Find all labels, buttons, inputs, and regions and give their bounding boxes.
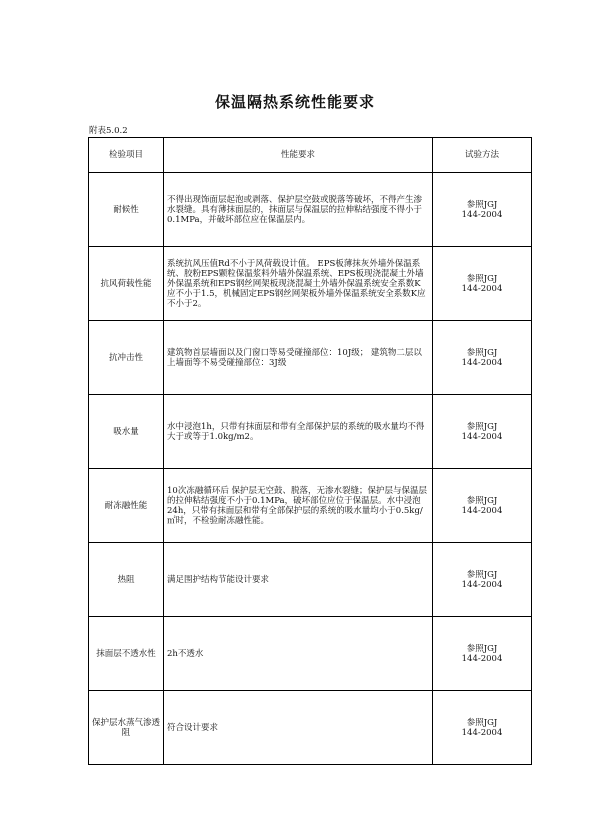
requirement-cell: 满足围护结构节能设计要求 [164, 543, 433, 617]
test-item-cell: 耐冻融性能 [89, 469, 164, 543]
method-standard-number: 144-2004 [461, 653, 503, 664]
method-standard-number: 144-2004 [461, 283, 503, 294]
method-standard-number: 144-2004 [461, 209, 503, 220]
test-item-cell: 吸水量 [89, 395, 164, 469]
method-standard-number: 144-2004 [461, 431, 503, 442]
table-row [89, 617, 532, 691]
test-method-cell [433, 173, 532, 247]
method-standard: 参照JGJ [466, 347, 498, 358]
test-item-cell: 热阻 [89, 543, 164, 617]
table-row [89, 691, 532, 765]
requirement-cell: 10次冻融循环后 保护层无空鼓、脱落，无渗水裂缝；保护层与保温层的拉伸粘结强度不小于0.1MPa，破坏部位应位于保温层。水中浸泡24h，只带有抹面层和带有全部保护层的系统的吸水量均小于0.5kg/㎡时，不检验耐冻融性能。 [164, 469, 433, 543]
test-item-cell: 保护层水蒸气渗透阻 [89, 691, 164, 765]
table-row [89, 321, 532, 395]
test-method-cell [433, 321, 532, 395]
method-standard-number: 144-2004 [461, 727, 503, 738]
requirement-cell: 水中浸泡1h，只带有抹面层和带有全部保护层的系统的吸水量均不得大于或等于1.0kg/m2。 [164, 395, 433, 469]
test-method-cell [433, 469, 532, 543]
method-standard: 参照JGJ [466, 273, 498, 284]
method-standard-number: 144-2004 [461, 357, 503, 368]
test-item-cell: 抗风荷载性能 [89, 247, 164, 321]
document-title: 保温隔热系统性能要求 [214, 93, 375, 111]
table-row [89, 543, 532, 617]
method-standard: 参照JGJ [466, 421, 498, 432]
test-method-cell [433, 617, 532, 691]
method-standard: 参照JGJ [466, 569, 498, 580]
method-standard-number: 144-2004 [461, 505, 503, 516]
header-performance-requirement: 性能要求 [164, 138, 433, 173]
table-row [89, 395, 532, 469]
performance-requirements-table [88, 137, 532, 765]
test-method-cell [433, 247, 532, 321]
table-row [89, 247, 532, 321]
requirement-cell: 符合设计要求 [164, 691, 433, 765]
method-standard: 参照JGJ [466, 199, 498, 210]
test-method-cell [433, 691, 532, 765]
requirement-cell: 2h不透水 [164, 617, 433, 691]
requirement-cell: 系统抗风压值Rd不小于风荷载设计值。 EPS板薄抹灰外墙外保温系统、胶粉EPS颗粒保温浆料外墙外保温系统、EPS板现浇混凝土外墙外保温系统和EPS钢丝网架板现浇混凝土外墙外保温系统安全系数K应不小于1.5，机械固定EPS钢丝网架板外墙外保温系统安全系数K应不小于2。 [164, 247, 433, 321]
method-standard: 参照JGJ [466, 495, 498, 506]
table-row [89, 469, 532, 543]
table-row [89, 173, 532, 247]
test-method-cell [433, 395, 532, 469]
test-item-cell: 抹面层不透水性 [89, 617, 164, 691]
test-method-cell [433, 543, 532, 617]
table-reference: 附表5.0.2 [89, 126, 128, 136]
header-test-item: 检验项目 [89, 138, 164, 173]
header-test-method: 试验方法 [433, 138, 532, 173]
method-standard: 参照JGJ [466, 717, 498, 728]
table-header-row [89, 138, 532, 173]
method-standard: 参照JGJ [466, 643, 498, 654]
test-item-cell: 耐候性 [89, 173, 164, 247]
test-item-cell: 抗冲击性 [89, 321, 164, 395]
requirement-cell: 不得出现饰面层起泡或剥落、保护层空鼓或脱落等破坏，不得产生渗水裂缝。具有薄抹面层的，抹面层与保温层的拉伸粘结强度不得小于0.1MPa，并破坏部位应在保温层内。 [164, 173, 433, 247]
requirement-cell: 建筑物首层墙面以及门窗口等易受碰撞部位：10J级； 建筑物二层以上墙面等不易受碰撞部位：3J级 [164, 321, 433, 395]
method-standard-number: 144-2004 [461, 579, 503, 590]
